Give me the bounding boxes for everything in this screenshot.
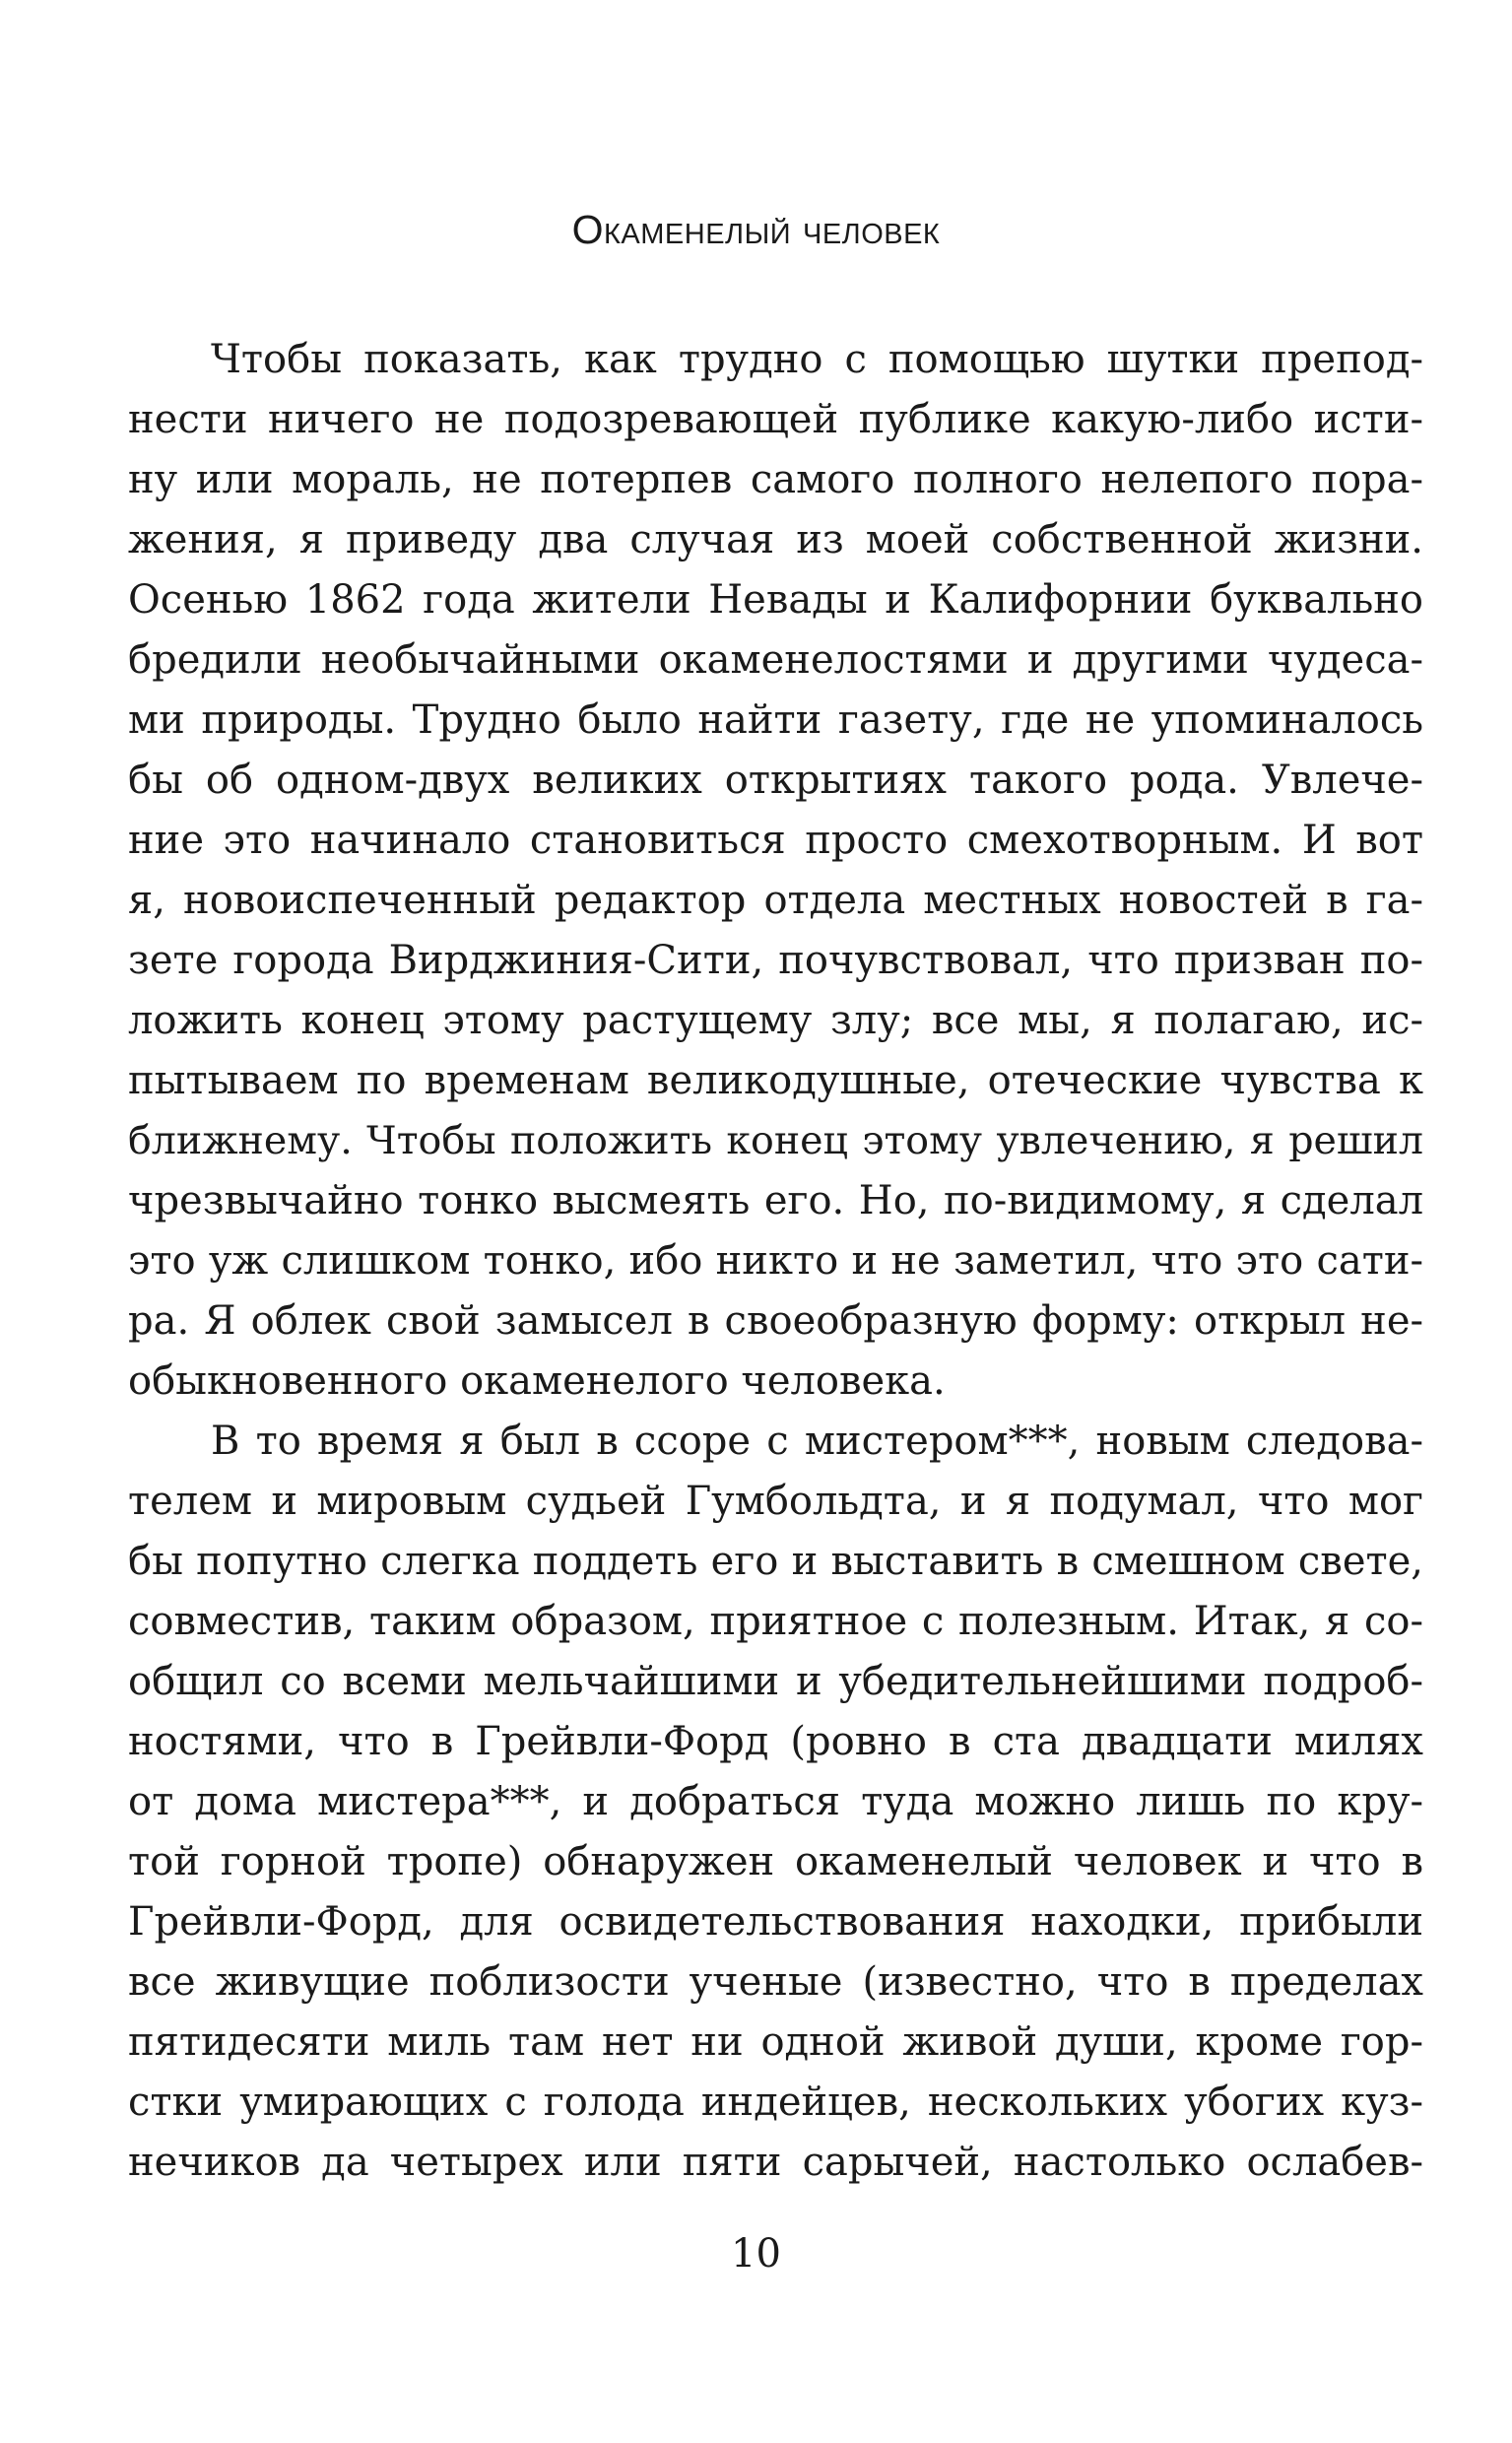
- text-line: это уж слишком тонко, ибо никто и не заметил, что это сати-: [128, 1238, 1423, 1284]
- text-line: я, новоиспеченный редактор отдела местных новостей в га-: [128, 878, 1423, 923]
- text-line: бы попутно слегка поддеть его и выставить в смешном свете,: [128, 1539, 1423, 1584]
- text-line: жения, я приведу два случая из моей собственной жизни.: [128, 517, 1423, 562]
- text-line: обыкновенного окаменелого человека.: [128, 1358, 946, 1404]
- text-line: бы об одном-двух великих открытиях такого рода. Увлече-: [128, 758, 1423, 803]
- text-line: зете города Вирджиния-Сити, почувствовал, что призван по-: [128, 938, 1423, 983]
- text-line: ра. Я облек свой замысел в своеобразную форму: открыл не-: [128, 1298, 1423, 1344]
- text-line: от дома мистера***, и добраться туда можно лишь по кру-: [128, 1779, 1423, 1824]
- text-line: нести ничего не подозревающей публике какую-либо исти-: [128, 397, 1423, 442]
- text-line: ну или мораль, не потерпев самого полного нелепого пора-: [128, 457, 1423, 502]
- text-line: Грейвли-Форд, для освидетельствования находки, прибыли: [128, 1899, 1423, 1945]
- text-line: В то время я был в ссоре с мистером***, новым следова-: [211, 1419, 1423, 1464]
- text-line: той горной тропе) обнаружен окаменелый человек и что в: [128, 1839, 1423, 1884]
- text-line: ми природы. Трудно было найти газету, где не упоминалось: [128, 697, 1423, 743]
- text-line: пытываем по временам великодушные, отеческие чувства к: [128, 1058, 1423, 1103]
- text-line: телем и мировым судьей Гумбольдта, и я подумал, что мог: [128, 1479, 1423, 1524]
- text-line: чрезвычайно тонко высмеять его. Но, по-видимому, я сделал: [128, 1178, 1423, 1223]
- text-line: Чтобы показать, как трудно с помощью шутки препод-: [211, 337, 1423, 382]
- text-line: ложить конец этому растущему злу; все мы, я полагаю, ис-: [128, 998, 1423, 1043]
- text-line: ние это начинало становиться просто смехотворным. И вот: [128, 818, 1423, 863]
- text-body: [128, 330, 1423, 2193]
- text-line: совместив, таким образом, приятное с полезным. Итак, я со-: [128, 1599, 1423, 1644]
- text-line: бредили необычайными окаменелостями и другими чудеса-: [128, 637, 1423, 683]
- text-line: стки умирающих с голода индейцев, нескольких убогих куз-: [128, 2080, 1423, 2125]
- text-line: пятидесяти миль там нет ни одной живой души, кроме гор-: [128, 2019, 1423, 2065]
- text-line: общил со всеми мельчайшими и убедительнейшими подроб-: [128, 1659, 1423, 1704]
- text-line: нечиков да четырех или пяти сарычей, настолько ослабев-: [128, 2140, 1423, 2185]
- text-line: все живущие поблизости ученые (известно, что в пределах: [128, 1959, 1423, 2005]
- text-line: ностями, что в Грейвли-Форд (ровно в ста двадцати милях: [128, 1719, 1423, 1764]
- text-line: ближнему. Чтобы положить конец этому увлечению, я решил: [128, 1118, 1423, 1163]
- page-number: 10: [731, 2231, 781, 2277]
- text-line: Осенью 1862 года жители Невады и Калифорнии буквально: [128, 577, 1423, 623]
- chapter-title: Окаменелый человек: [571, 207, 941, 252]
